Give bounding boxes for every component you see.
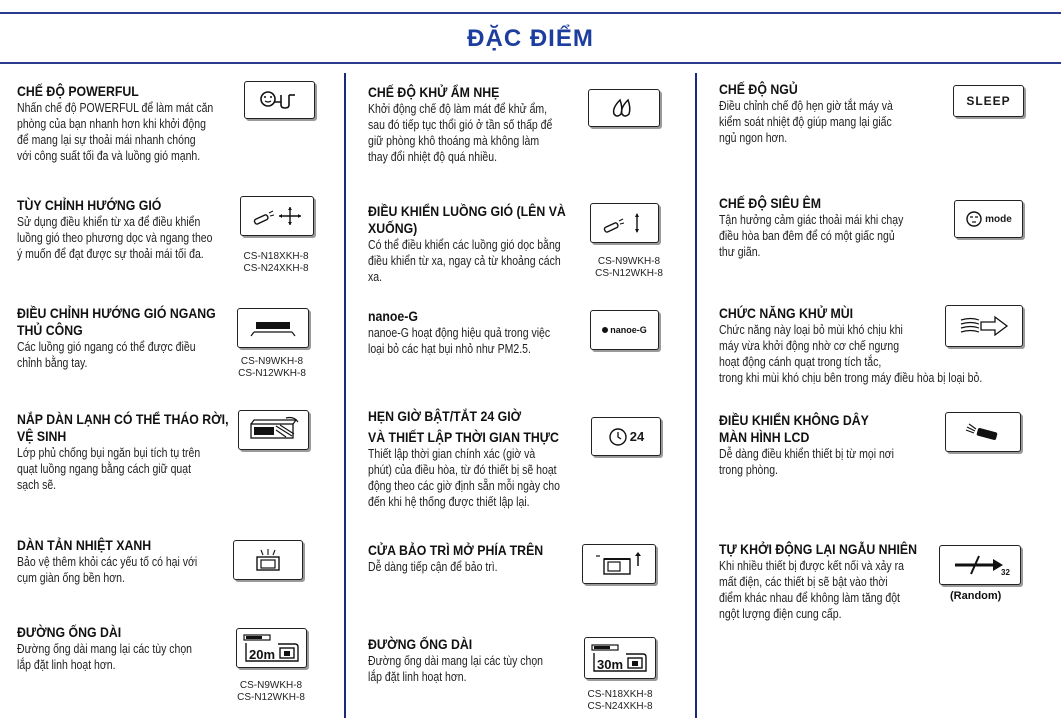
feature-description: loại bỏ các hạt bụi nhỏ như PM2.5. — [368, 342, 531, 356]
feature-description: Có thể điều khiển các luồng gió dọc bằng — [368, 238, 561, 252]
remote-control-icon — [945, 412, 1021, 452]
feature-long-pipe-1 — [17, 624, 225, 673]
feature-description: phút) của điều hòa, từ đó thiết bị sẽ hoạt — [368, 463, 557, 477]
column-divider-2 — [695, 73, 697, 718]
feature-title: TỰ KHỞI ĐỘNG LẠI NGẪU NHIÊN — [719, 541, 917, 557]
feature-description: ý muốn để đạt được sự thoải mái tối đa. — [17, 247, 204, 261]
model-numbers: CS-N9WKH-8 CS-N12WKH-8 — [237, 680, 305, 703]
feature-title: ĐIỀU KHIỂN LUỒNG GIÓ (LÊN VÀ — [368, 203, 566, 219]
feature-description: điều khiển từ xa, ngay cả từ khoảng cách — [368, 254, 561, 268]
feature-description: Dễ dàng điều khiển thiết bị từ mọi nơi — [719, 447, 895, 461]
auto-restart-icon — [939, 545, 1021, 585]
soft-dry-icon — [588, 89, 660, 127]
vertical-airflow-icon — [590, 203, 659, 243]
airflow-remote-icon — [240, 196, 314, 236]
maintenance-door-icon — [582, 544, 656, 584]
column-divider-1 — [344, 73, 346, 718]
feature-description: chỉnh bằng tay. — [17, 356, 88, 370]
powerful-icon — [244, 81, 315, 119]
sleep-icon — [953, 85, 1024, 117]
feature-title: HẸN GIỜ BẬT/TẮT 24 GIỜ — [368, 408, 522, 424]
feature-description: Đường ống dài mang lại các tùy chọn — [17, 642, 193, 656]
feature-airflow-direction — [17, 197, 250, 262]
feature-description: cụm giàn ống bền hơn. — [17, 571, 125, 585]
feature-description: Khởi động chế độ làm mát để khử ẩm, — [368, 102, 548, 116]
timer-24-icon — [591, 417, 661, 456]
model-numbers: CS-N9WKH-8 CS-N12WKH-8 — [595, 256, 663, 279]
feature-title: CHẾ ĐỘ POWERFUL — [17, 83, 139, 99]
feature-description: phòng của bạn nhanh hơn khi khởi động — [17, 117, 206, 131]
header-rule — [0, 62, 1061, 64]
feature-title: ĐIỀU CHỈNH HƯỚNG GIÓ NGANG — [17, 305, 216, 321]
feature-description: để mang lại sự thoải mái nhanh chóng — [17, 133, 196, 147]
pipe-length-icon — [584, 637, 656, 679]
random-caption: (Random) — [950, 590, 1002, 602]
feature-description: máy vừa khởi động nhờ cơ chế ngưng — [719, 339, 900, 353]
feature-description: ngủ ngon hơn. — [719, 131, 788, 145]
feature-title: CỬA BẢO TRÌ MỞ PHÍA TRÊN — [368, 542, 544, 558]
feature-description: luồng gió theo phương dọc và ngang theo — [17, 231, 213, 245]
feature-title: CHẾ ĐỘ NGỦ — [719, 81, 798, 97]
feature-description: động theo các giờ định sẵn mỗi ngày cho — [368, 479, 560, 493]
feature-sleep-mode — [719, 81, 926, 146]
feature-title: VÀ THIẾT LẬP THỜI GIAN THỰC — [368, 429, 559, 445]
feature-title: THỦ CÔNG — [17, 322, 83, 338]
feature-title: CHỨC NĂNG KHỬ MÙI — [719, 305, 854, 321]
feature-title: MÀN HÌNH LCD — [719, 429, 810, 445]
quiet-mode-icon — [954, 200, 1023, 238]
restart-count-label: 32 — [1001, 568, 1010, 576]
pipe-length-icon — [236, 628, 307, 668]
feature-top-access — [368, 542, 567, 575]
feature-description: Điều chỉnh chế độ hẹn giờ tắt máy và — [719, 99, 893, 113]
feature-description: Đường ống dài mang lại các tùy chọn — [368, 654, 544, 668]
feature-title: nanoe-G — [368, 308, 418, 324]
feature-description: lắp đặt linh hoạt hơn. — [368, 670, 467, 684]
feature-description: xa. — [368, 270, 383, 284]
feature-random-auto-restart — [719, 541, 944, 622]
feature-title: DÀN TẢN NHIỆT XANH — [17, 537, 152, 553]
feature-description: đến khi hệ thống được thiết lập lại. — [368, 495, 530, 509]
pipe-length-label: 30m — [597, 657, 624, 672]
feature-description: mất điện, các thiết bị sẽ bật vào thời — [719, 575, 888, 589]
feature-description: ngột lượng điện cung cấp. — [719, 607, 842, 621]
feature-description: lắp đặt linh hoạt hơn. — [17, 658, 116, 672]
page-title: ĐẶC ĐIỂM — [467, 25, 594, 52]
feature-wireless-lcd-remote — [719, 412, 927, 478]
feature-long-pipe-2 — [368, 636, 576, 685]
nanoe-g-icon — [590, 310, 659, 350]
feature-blue-fin — [17, 537, 232, 586]
feature-description: Bảo vệ thêm khỏi các yếu tố có hại với — [17, 555, 198, 569]
model-numbers: CS-N9WKH-8 CS-N12WKH-8 — [238, 356, 306, 379]
feature-quiet-mode — [719, 195, 938, 260]
feature-title: VỆ SINH — [17, 428, 67, 444]
feature-manual-horizontal-airflow — [17, 305, 243, 371]
sleep-label: SLEEP — [966, 94, 1011, 108]
feature-title: CHẾ ĐỘ SIÊU ÊM — [719, 195, 821, 211]
pipe-length-label: 20m — [248, 647, 275, 662]
feature-description: thay đổi nhiệt độ quá nhiều. — [368, 150, 498, 164]
feature-title: ĐƯỜNG ỐNG DÀI — [368, 636, 473, 652]
feature-description: nanoe-G hoạt động hiệu quả trong việc — [368, 326, 551, 340]
feature-nanoe-g — [368, 308, 585, 357]
nanoe-g-logo: nanoe-G — [610, 325, 647, 335]
feature-description: thư giãn. — [719, 245, 761, 259]
feature-description: quạt luồng ngang bằng cách giữ quạt — [17, 462, 192, 476]
model-numbers: CS-N18XKH-8 CS-N24XKH-8 — [587, 689, 653, 712]
feature-description: sạch sẽ. — [17, 478, 57, 492]
mode-label: mode — [985, 213, 1012, 225]
feature-description: Các luồng gió ngang có thể được điều — [17, 340, 196, 354]
feature-description: hoạt động cánh quạt trong tích tắc, — [719, 355, 882, 369]
feature-title: TÙY CHỈNH HƯỚNG GIÓ — [17, 197, 162, 213]
odour-icon — [945, 305, 1023, 347]
feature-vertical-airflow — [368, 203, 597, 285]
feature-description: Nhấn chế độ POWERFUL để làm mát căn — [17, 101, 214, 115]
panel-cleaning-icon — [238, 410, 309, 450]
quiet-face-icon — [965, 210, 983, 228]
feature-title: CHẾ ĐỘ KHỬ ẨM NHẸ — [368, 84, 500, 100]
feature-powerful-mode — [17, 83, 251, 164]
feature-title: ĐƯỜNG ỐNG DÀI — [17, 624, 122, 640]
feature-description: sau đó tiếp tục thổi gió ở tần số thấp để — [368, 118, 553, 132]
feature-timer-24h — [368, 408, 597, 510]
feature-description: Dễ dàng tiếp cận để bảo trì. — [368, 560, 498, 574]
feature-description: Lớp phủ chống bụi ngăn bụi tích tụ trên — [17, 446, 201, 460]
header-bar — [0, 14, 1061, 62]
feature-description: Sử dụng điều khiển từ xa để điều khiển — [17, 215, 201, 229]
feature-title: ĐIỀU KHIỂN KHÔNG DÂY — [719, 412, 869, 428]
feature-description: Thiết lập thời gian chính xác (giờ và — [368, 447, 536, 461]
feature-description: kiểm soát nhiệt độ giúp mang lại giấc — [719, 115, 892, 129]
feature-description: giữ phòng khô thoáng mà không làm — [368, 134, 540, 148]
feature-soft-dry — [368, 84, 587, 165]
clock-icon — [608, 427, 628, 447]
timer-24-label: 24 — [629, 429, 645, 444]
feature-description: trong khi mùi khó chịu bên trong máy điều hòa bị loại bỏ. — [719, 371, 983, 385]
feature-description: với công suất tối đa và luồng gió mạnh. — [17, 149, 201, 163]
dot-icon — [602, 327, 608, 333]
feature-description: Tận hưởng cảm giác thoải mái khi chạy — [719, 213, 904, 227]
feature-title: NẮP DÀN LẠNH CÓ THỂ THÁO RỜI, — [17, 411, 229, 427]
feature-description: điều hòa ban đêm để có một giấc ngủ — [719, 229, 895, 243]
model-numbers: CS-N18XKH-8 CS-N24XKH-8 — [243, 251, 309, 274]
louver-icon — [237, 308, 309, 348]
feature-description: Chức năng này loại bỏ mùi khó chịu khi — [719, 323, 903, 337]
feature-description: trong phòng. — [719, 463, 778, 477]
feature-description: điểm khác nhau để không làm tăng đột — [719, 591, 900, 605]
feature-description: Khi nhiều thiết bị được kết nối và xảy ra — [719, 559, 904, 573]
feature-title: XUỐNG) — [368, 220, 418, 236]
feature-removable-panel — [17, 411, 257, 493]
heat-exchanger-icon — [233, 540, 303, 580]
